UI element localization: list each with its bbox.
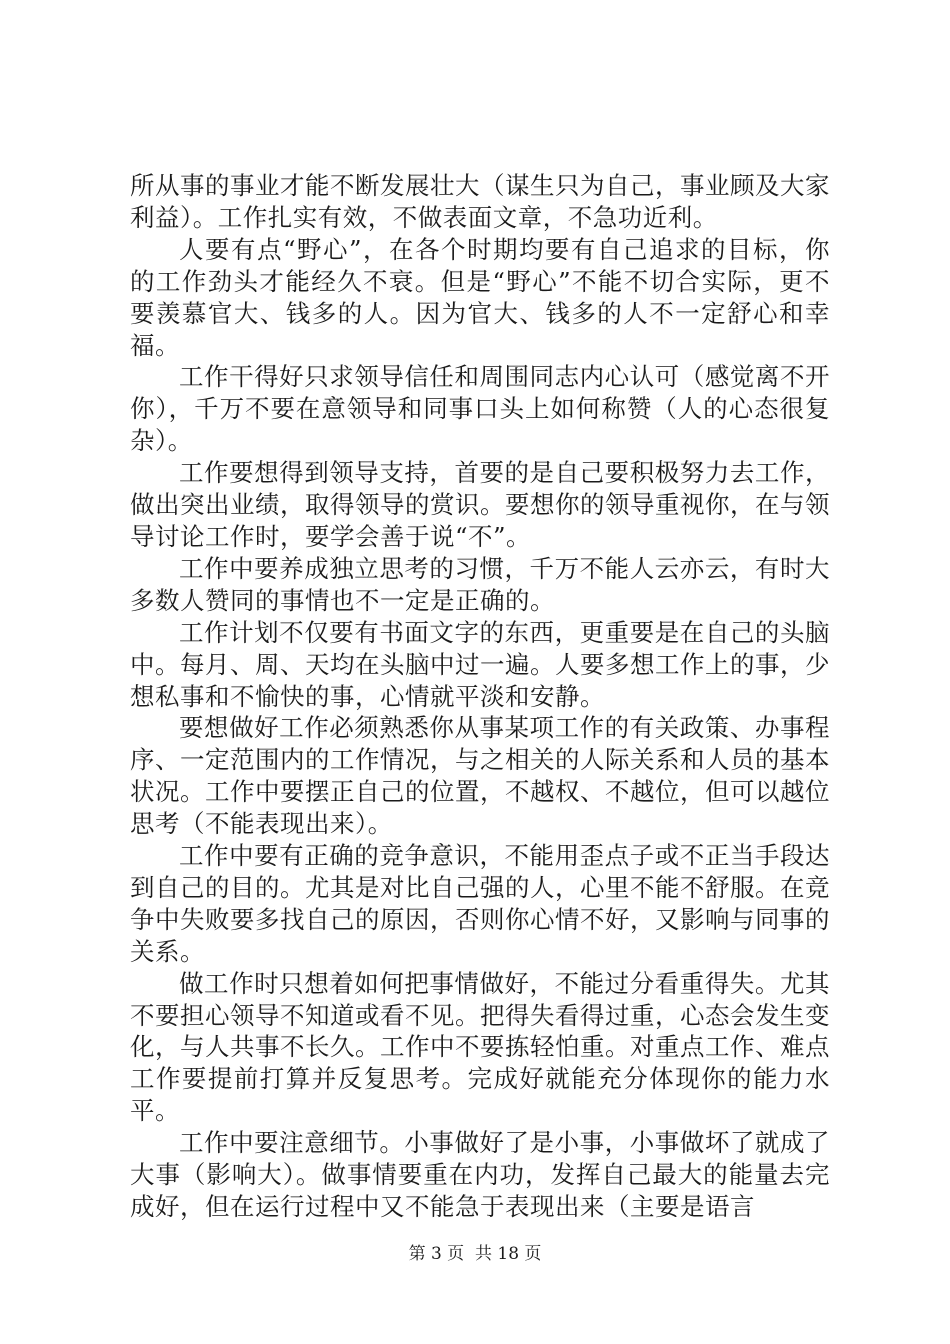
paragraph-10: 工作中要注意细节。小事做好了是小事，小事做坏了就成了大事（影响大）。做事情要重在内功，发挥自己最大的能量去完成好，但在运行过程中又不能急于表现出来（主要是语言 xyxy=(130,1128,830,1221)
document-body xyxy=(130,170,830,1223)
paragraph-1: 所从事的事业才能不断发展壮大（谋生只为自己，事业顾及大家利益）。工作扎实有效，不做表面文章，不急功近利。 xyxy=(130,171,830,232)
paragraph-4: 工作要想得到领导支持，首要的是自己要积极努力去工作，做出突出业绩，取得领导的赏识。要想你的领导重视你，在与领导讨论工作时，要学会善于说“不”。 xyxy=(130,458,830,551)
paragraph-7: 要想做好工作必须熟悉你从事某项工作的有关政策、办事程序、一定范围内的工作情况，与之相关的人际关系和人员的基本状况。工作中要摆正自己的位置，不越权、不越位，但可以越位思考（不能表现出来）。 xyxy=(130,713,830,839)
page-footer xyxy=(0,1243,950,1265)
paragraph-8: 工作中要有正确的竞争意识，不能用歪点子或不正当手段达到自己的目的。尤其是对比自己强的人，心里不能不舒服。在竞争中失败要多找自己的原因，否则你心情不好，又影响与同事的关系。 xyxy=(130,841,830,966)
paragraph-9: 做工作时只想着如何把事情做好，不能过分看重得失。尤其不要担心领导不知道或看不见。把得失看得过重，心态会发生变化，与人共事不长久。工作中不要拣轻怕重。对重点工作、难点工作要提前打算并反复思考。完成好就能充分体现你的能力水平。 xyxy=(130,968,830,1126)
paragraph-3: 工作干得好只求领导信任和周围同志内心认可（感觉离不开你），千万不要在意领导和同事口头上如何称赞（人的心态很复杂）。 xyxy=(130,362,830,456)
paragraph-6: 工作计划不仅要有书面文字的东西，更重要是在自己的头脑中。每月、周、天均在头脑中过一遍。人要多想工作上的事，少想私事和不愉快的事，心情就平淡和安静。 xyxy=(130,617,830,711)
paragraph-2: 人要有点“野心”，在各个时期均要有自己追求的目标，你的工作劲头才能经久不衰。但是“野心”不能不切合实际，更不要羡慕官大、钱多的人。因为官大、钱多的人不一定舒心和幸福。 xyxy=(130,234,830,360)
page-number-label: 第 3 页 共 18 页 xyxy=(408,1244,542,1264)
paragraph-5: 工作中要养成独立思考的习惯，千万不能人云亦云，有时大多数人赞同的事情也不一定是正确的。 xyxy=(130,553,830,615)
